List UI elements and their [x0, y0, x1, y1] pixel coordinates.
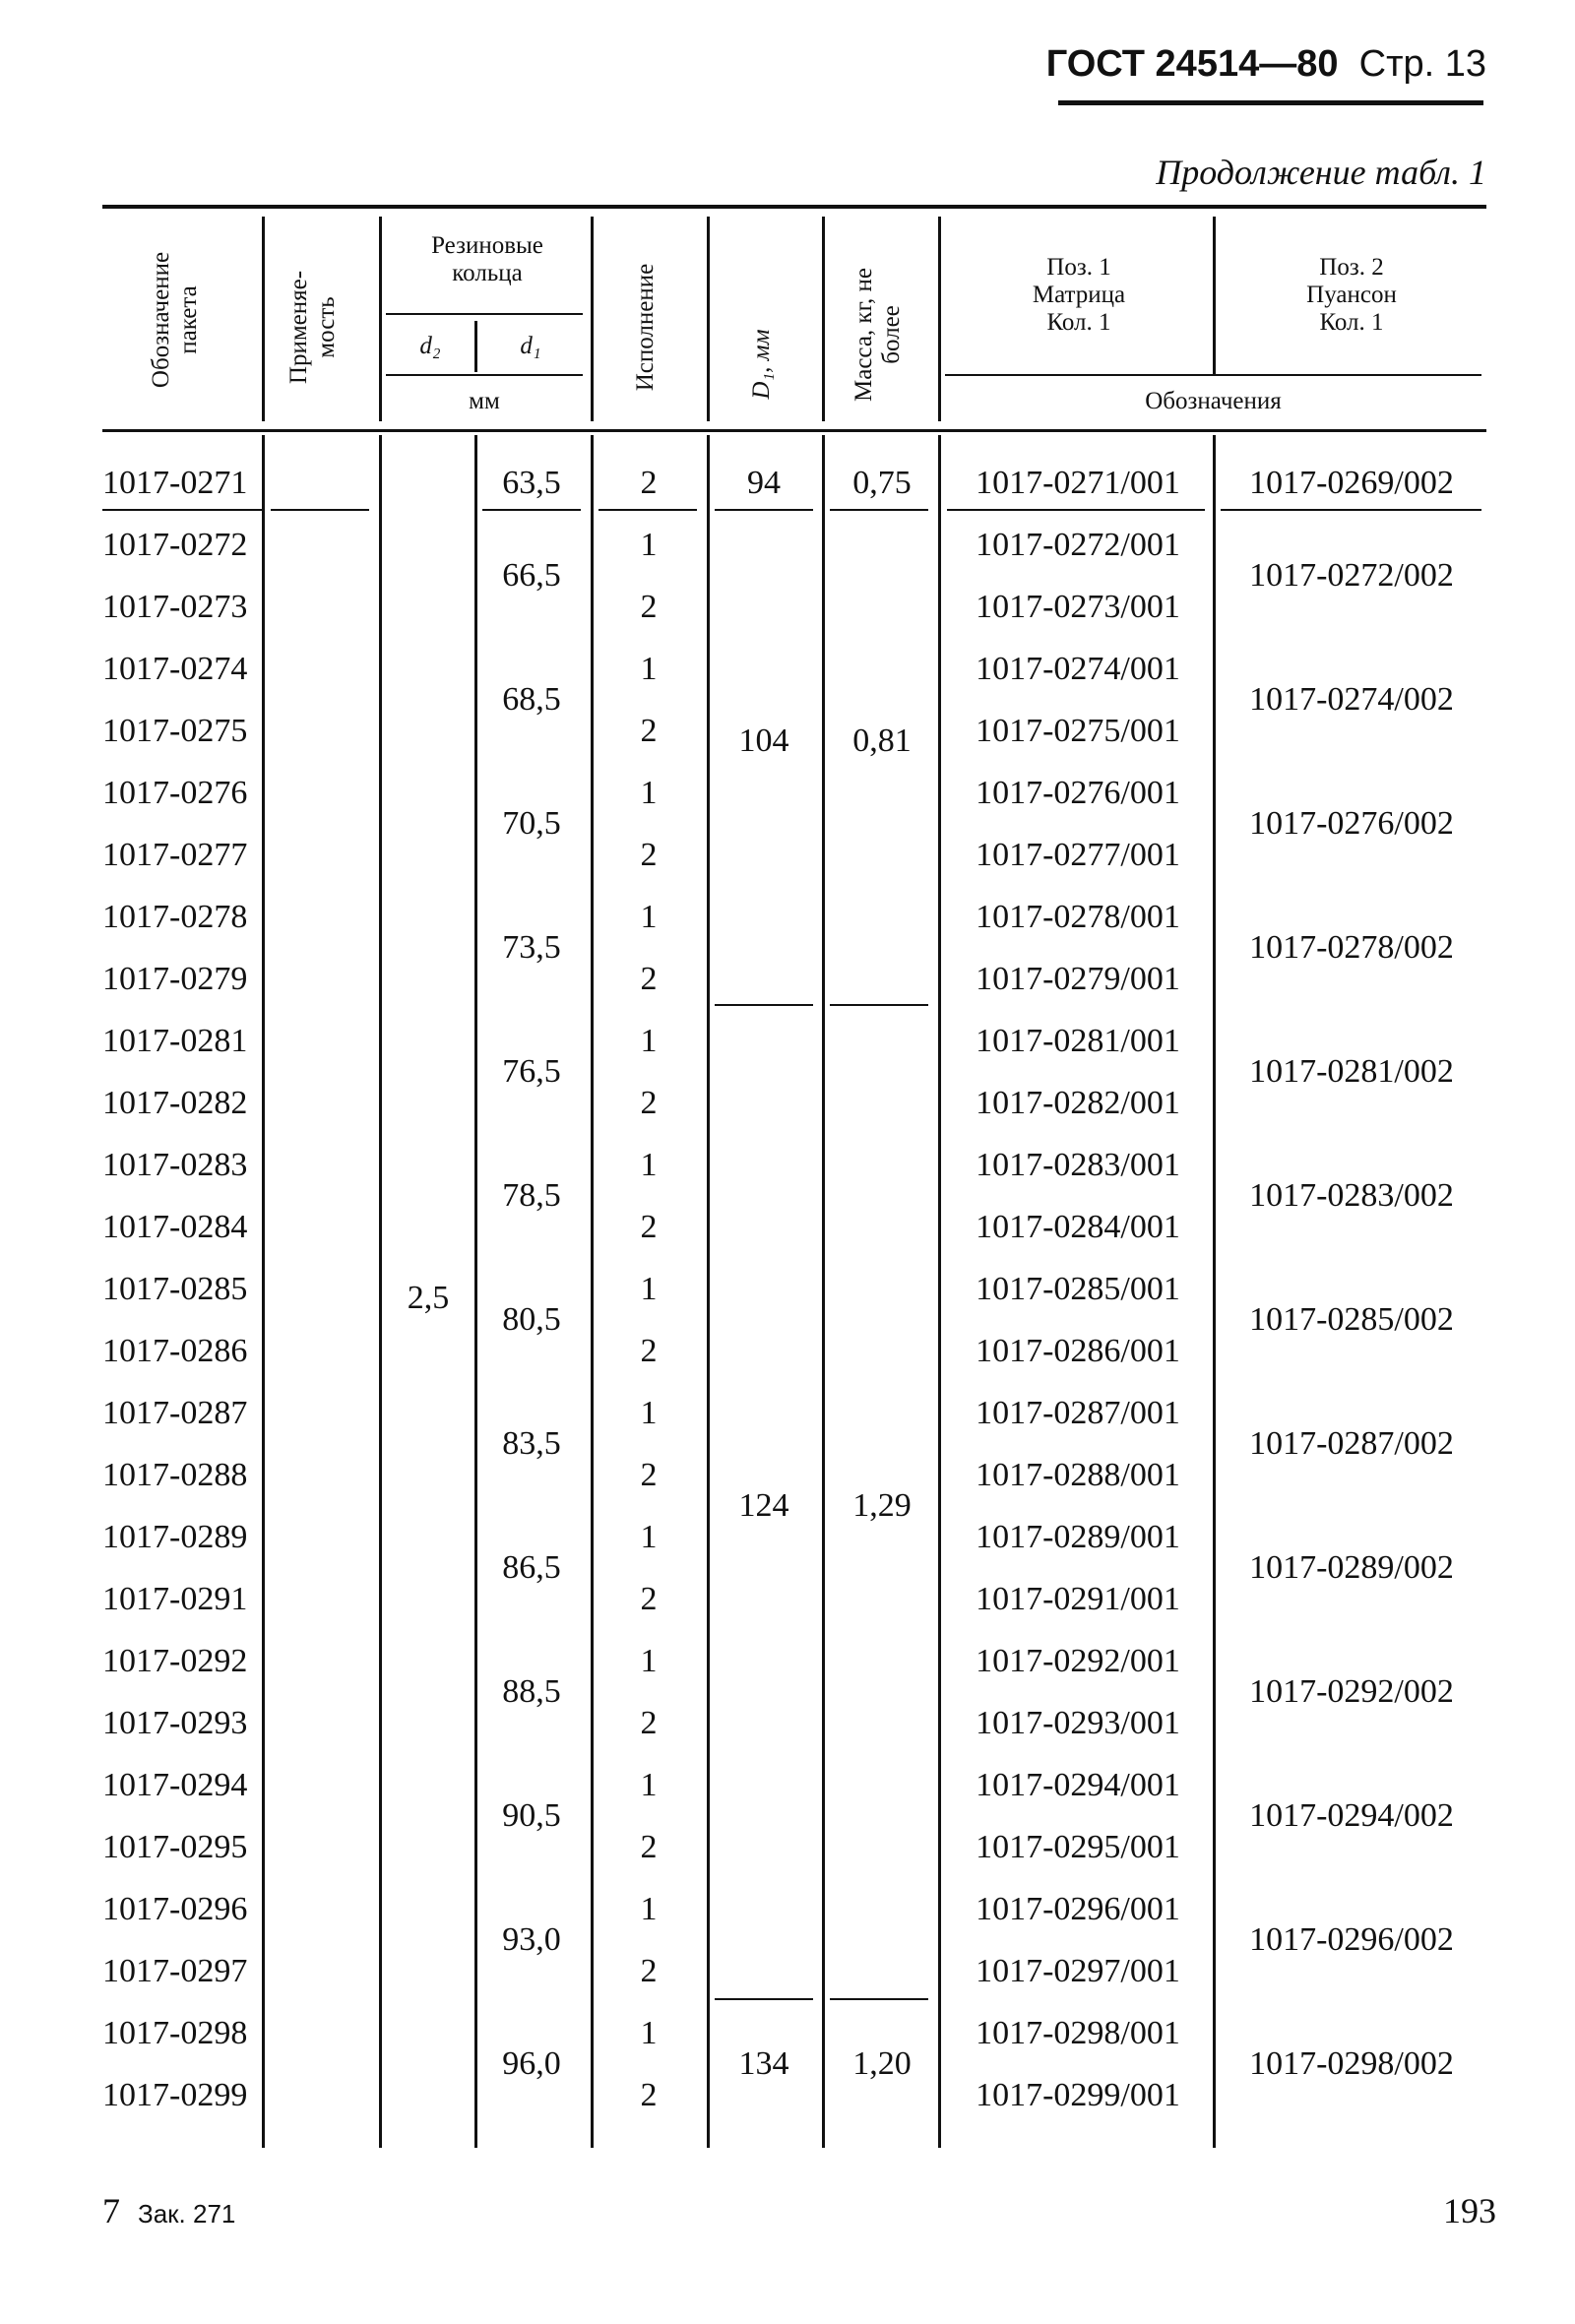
- col-divider: [938, 217, 941, 421]
- row-rule: [271, 509, 369, 511]
- d1-value: 78,5: [502, 1177, 561, 1214]
- col-divider: [1213, 217, 1216, 374]
- version-value: 1: [640, 2015, 658, 2051]
- pos1-value: 1017-0275/001: [976, 713, 1180, 749]
- version-value: 1: [640, 1147, 658, 1183]
- d1-value: 90,5: [502, 1797, 561, 1834]
- d2-value: 2,5: [407, 1280, 450, 1316]
- d1-value: 63,5: [502, 465, 561, 501]
- version-value: 1: [640, 899, 658, 935]
- version-value: 2: [640, 1829, 658, 1865]
- version-value: 2: [640, 1457, 658, 1493]
- table-row-code: 1017-0291: [102, 1581, 248, 1617]
- pos1-value: 1017-0282/001: [976, 1085, 1180, 1121]
- pos1-value: 1017-0297/001: [976, 1953, 1180, 1989]
- footer-order: [102, 2190, 235, 2231]
- col-divider: [379, 217, 382, 421]
- pos1-value: 1017-0279/001: [976, 961, 1180, 997]
- row-rule: [830, 509, 928, 511]
- table-row-code: 1017-0274: [102, 651, 248, 687]
- pos2-value: 1017-0281/002: [1249, 1053, 1454, 1090]
- footer-number: 7: [102, 2191, 120, 2230]
- pos1-value: 1017-0294/001: [976, 1767, 1180, 1803]
- col-divider: [262, 435, 265, 2148]
- row-rule: [482, 509, 581, 511]
- pos2-value: 1017-0296/002: [1249, 1921, 1454, 1958]
- table-row-code: 1017-0283: [102, 1147, 248, 1183]
- table-row-code: 1017-0296: [102, 1891, 248, 1927]
- col-divider: [938, 435, 941, 2148]
- row-rule: [947, 509, 1205, 511]
- version-value: 2: [640, 961, 658, 997]
- pos1-value: 1017-0283/001: [976, 1147, 1180, 1183]
- version-value: 2: [640, 465, 658, 501]
- table-header-bottom-rule: [102, 429, 1486, 432]
- version-value: 2: [640, 2077, 658, 2113]
- rings-mm-rule: [386, 374, 583, 376]
- pos1-value: 1017-0277/001: [976, 837, 1180, 873]
- header-d2: d₂: [419, 333, 441, 359]
- version-value: 2: [640, 1209, 658, 1245]
- d1-value: 76,5: [502, 1053, 561, 1090]
- pos2-value: 1017-0294/002: [1249, 1797, 1454, 1834]
- table-row-code: 1017-0282: [102, 1085, 248, 1121]
- table-row-code: 1017-0299: [102, 2077, 248, 2113]
- version-value: 1: [640, 651, 658, 687]
- header-D1-text: D₁, мм: [748, 329, 775, 400]
- table-row-code: 1017-0297: [102, 1953, 248, 1989]
- pos2-value: 1017-0269/002: [1249, 465, 1454, 501]
- pos1-value: 1017-0278/001: [976, 899, 1180, 935]
- table-row-code: 1017-0271: [102, 465, 248, 501]
- pos2-value: 1017-0298/002: [1249, 2045, 1454, 2082]
- D1-value: 104: [738, 722, 789, 759]
- table-row-code: 1017-0284: [102, 1209, 248, 1245]
- table-row-code: 1017-0276: [102, 775, 248, 811]
- col-divider: [591, 217, 594, 421]
- pos1-value: 1017-0274/001: [976, 651, 1180, 687]
- d1-value: 73,5: [502, 929, 561, 966]
- page-label: Стр. 13: [1358, 43, 1486, 85]
- version-value: 2: [640, 837, 658, 873]
- table-row-code: 1017-0278: [102, 899, 248, 935]
- row-rule: [102, 509, 262, 511]
- pos1-value: 1017-0285/001: [976, 1271, 1180, 1307]
- table-row-code: 1017-0295: [102, 1829, 248, 1865]
- header-designation: [148, 226, 203, 413]
- group-rule: [715, 1004, 813, 1006]
- version-value: 2: [640, 713, 658, 749]
- pos2-value: 1017-0292/002: [1249, 1673, 1454, 1710]
- row-rule: [715, 509, 813, 511]
- table-top-rule: [102, 205, 1486, 209]
- pos2-value: 1017-0289/002: [1249, 1549, 1454, 1586]
- pos2-value: 1017-0276/002: [1249, 805, 1454, 842]
- pos2-value: 1017-0283/002: [1249, 1177, 1454, 1214]
- table-row-code: 1017-0281: [102, 1023, 248, 1059]
- mass-value: 1,29: [852, 1487, 912, 1524]
- header-pos2: Поз. 2 Пуансон Кол. 1: [1306, 254, 1397, 336]
- pos1-value: 1017-0291/001: [976, 1581, 1180, 1617]
- footer-order-text: Зак. 271: [138, 2199, 236, 2229]
- header-mass-text: Масса, кг, не более: [850, 268, 905, 402]
- table-row-code: 1017-0288: [102, 1457, 248, 1493]
- D1-value: 124: [738, 1487, 789, 1524]
- pos1-value: 1017-0272/001: [976, 527, 1180, 563]
- col-divider: [379, 435, 382, 2148]
- version-value: 1: [640, 1891, 658, 1927]
- table-row-code: 1017-0275: [102, 713, 248, 749]
- pos-designations-rule: [945, 374, 1481, 376]
- version-value: 2: [640, 1705, 658, 1741]
- table-row-code: 1017-0273: [102, 589, 248, 625]
- table-row-code: 1017-0287: [102, 1395, 248, 1431]
- version-value: 1: [640, 1643, 658, 1679]
- pos1-value: 1017-0293/001: [976, 1705, 1180, 1741]
- col-divider: [822, 435, 825, 2148]
- version-value: 2: [640, 1333, 658, 1369]
- col-divider: [262, 217, 265, 421]
- header-designation-text: Обозначение пакета: [148, 251, 202, 389]
- table-row-code: 1017-0277: [102, 837, 248, 873]
- header-applicability-text: Применяе-мость: [285, 270, 340, 385]
- d1-value: 88,5: [502, 1673, 561, 1710]
- pos1-value: 1017-0284/001: [976, 1209, 1180, 1245]
- version-value: 1: [640, 1519, 658, 1555]
- header-D1: [748, 315, 776, 413]
- col-divider: [707, 217, 710, 421]
- standard-number: ГОСТ 24514—80: [1045, 43, 1339, 85]
- pos1-value: 1017-0281/001: [976, 1023, 1180, 1059]
- d1-value: 66,5: [502, 557, 561, 594]
- rings-subrule: [386, 313, 583, 315]
- header-version-text: Исполнение: [632, 263, 659, 392]
- pos1-value: 1017-0296/001: [976, 1891, 1180, 1927]
- header-designations: Обозначения: [1145, 388, 1282, 414]
- row-rule: [1221, 509, 1481, 511]
- version-value: 1: [640, 1767, 658, 1803]
- header-version: [632, 241, 660, 413]
- D1-value: 134: [738, 2045, 789, 2082]
- pos1-value: 1017-0292/001: [976, 1643, 1180, 1679]
- table-row-code: 1017-0289: [102, 1519, 248, 1555]
- d1-value: 80,5: [502, 1301, 561, 1338]
- table-continuation-caption: Продолжение табл. 1: [1156, 153, 1486, 192]
- version-value: 2: [640, 1581, 658, 1617]
- table-row-code: 1017-0293: [102, 1705, 248, 1741]
- mass-value: 0,81: [852, 722, 912, 759]
- col-divider: [474, 321, 477, 372]
- col-divider: [822, 217, 825, 421]
- D1-value: 94: [747, 465, 781, 501]
- group-rule: [715, 1998, 813, 2000]
- d1-value: 86,5: [502, 1549, 561, 1586]
- header-pos1: Поз. 1 Матрица Кол. 1: [1032, 254, 1126, 336]
- group-rule: [830, 1004, 928, 1006]
- mass-value: 1,20: [852, 2045, 912, 2082]
- pos1-value: 1017-0288/001: [976, 1457, 1180, 1493]
- version-value: 2: [640, 1085, 658, 1121]
- version-value: 1: [640, 1271, 658, 1307]
- version-value: 1: [640, 1395, 658, 1431]
- version-value: 2: [640, 589, 658, 625]
- header-d1: d₁: [520, 333, 541, 359]
- version-value: 1: [640, 775, 658, 811]
- pos1-value: 1017-0273/001: [976, 589, 1180, 625]
- pos2-value: 1017-0278/002: [1249, 929, 1454, 966]
- pos1-value: 1017-0289/001: [976, 1519, 1180, 1555]
- header-mm: мм: [469, 388, 500, 414]
- group-rule: [830, 1998, 928, 2000]
- pos1-value: 1017-0287/001: [976, 1395, 1180, 1431]
- d1-value: 68,5: [502, 681, 561, 718]
- d1-value: 93,0: [502, 1921, 561, 1958]
- col-divider: [707, 435, 710, 2148]
- pos1-value: 1017-0298/001: [976, 2015, 1180, 2051]
- header-rule: [1058, 100, 1483, 105]
- header-mass: [850, 256, 906, 413]
- table-row-code: 1017-0285: [102, 1271, 248, 1307]
- pos1-value: 1017-0295/001: [976, 1829, 1180, 1865]
- version-value: 1: [640, 527, 658, 563]
- pos1-value: 1017-0299/001: [976, 2077, 1180, 2113]
- header-rubber-rings: Резиновые кольца: [431, 232, 543, 286]
- table-row-code: 1017-0272: [102, 527, 248, 563]
- pos1-value: 1017-0276/001: [976, 775, 1180, 811]
- d1-value: 70,5: [502, 805, 561, 842]
- footer-page-number: 193: [1443, 2191, 1496, 2230]
- pos2-value: 1017-0274/002: [1249, 681, 1454, 718]
- d1-value: 96,0: [502, 2045, 561, 2082]
- pos2-value: 1017-0287/002: [1249, 1425, 1454, 1462]
- header-applicability: [285, 241, 341, 413]
- col-divider: [1213, 435, 1216, 2148]
- pos1-value: 1017-0286/001: [976, 1333, 1180, 1369]
- table-row-code: 1017-0292: [102, 1643, 248, 1679]
- col-divider: [591, 435, 594, 2148]
- pos2-value: 1017-0285/002: [1249, 1301, 1454, 1338]
- pos1-value: 1017-0271/001: [976, 465, 1180, 501]
- table-row-code: 1017-0286: [102, 1333, 248, 1369]
- table-row-code: 1017-0279: [102, 961, 248, 997]
- d1-value: 83,5: [502, 1425, 561, 1462]
- col-divider: [474, 435, 477, 2148]
- mass-value: 0,75: [852, 465, 912, 501]
- pos2-value: 1017-0272/002: [1249, 557, 1454, 594]
- table-row-code: 1017-0294: [102, 1767, 248, 1803]
- version-value: 1: [640, 1023, 658, 1059]
- row-rule: [598, 509, 697, 511]
- table-row-code: 1017-0298: [102, 2015, 248, 2051]
- version-value: 2: [640, 1953, 658, 1989]
